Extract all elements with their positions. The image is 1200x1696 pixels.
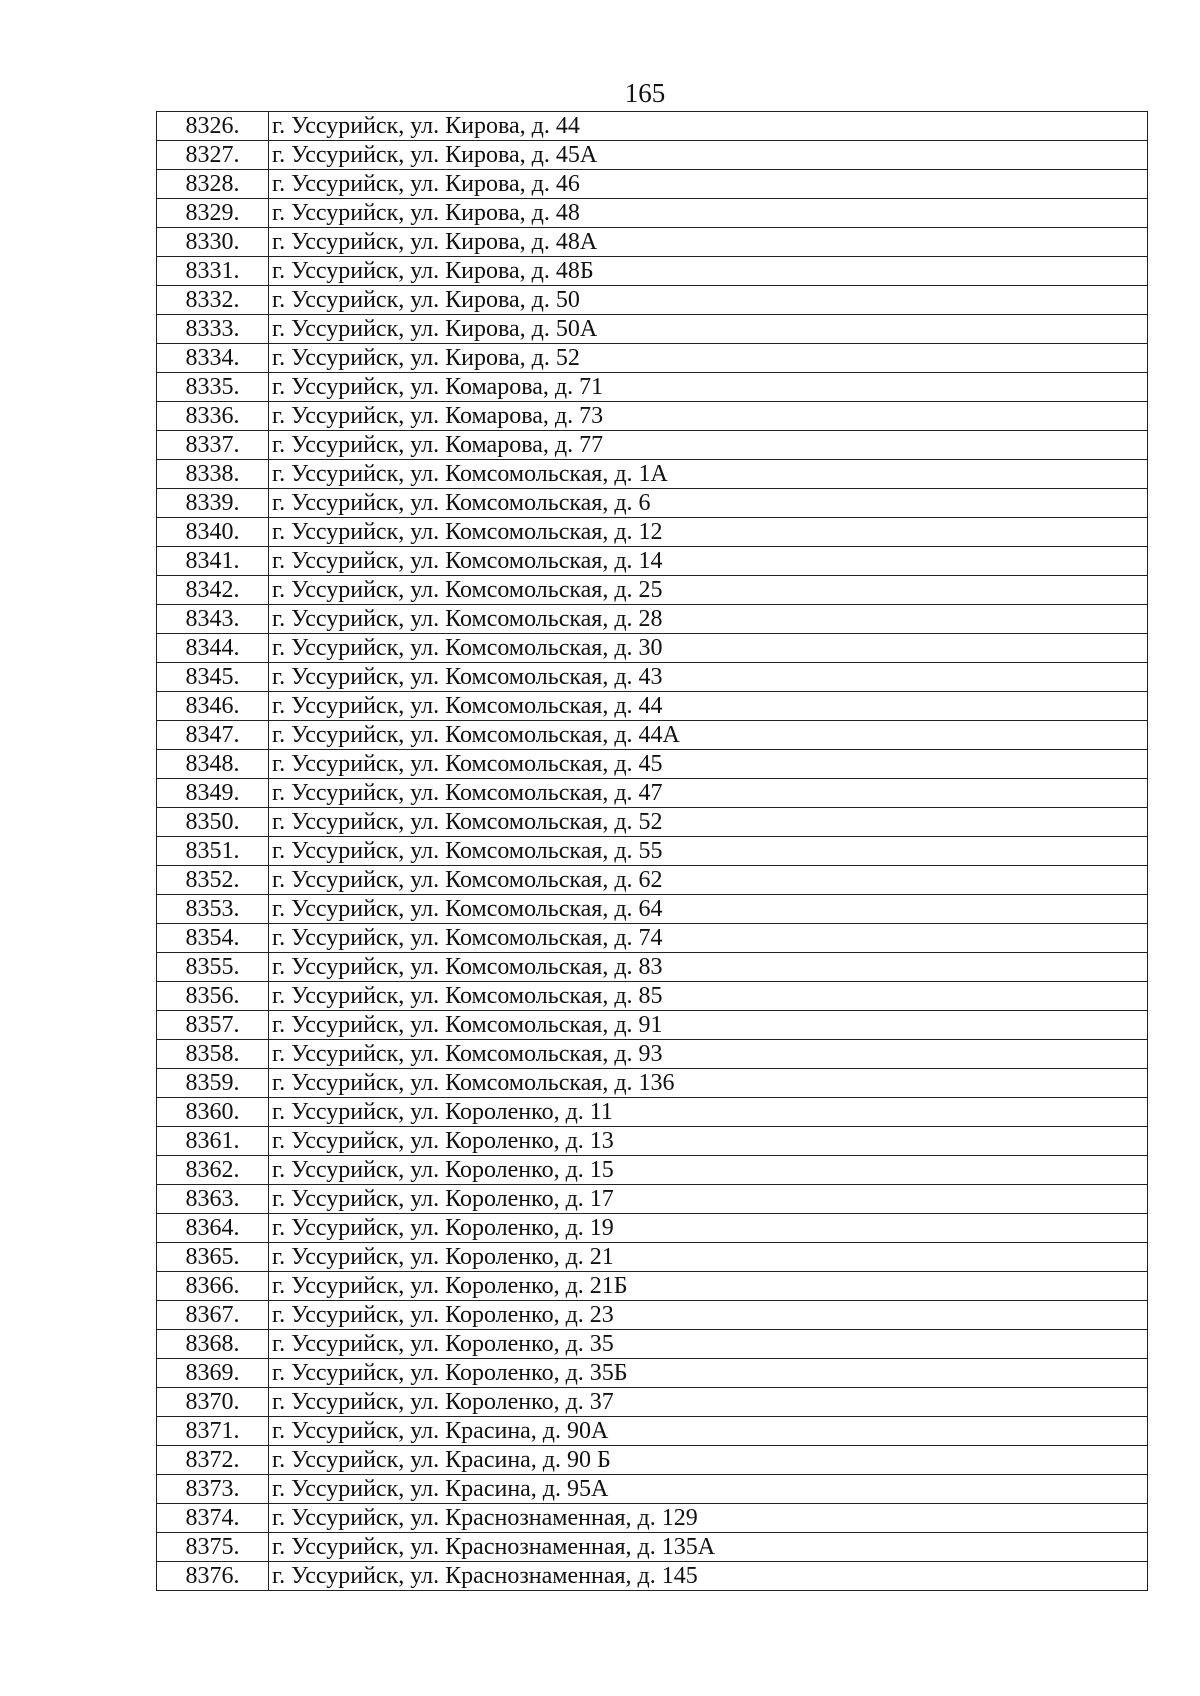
row-number: 8364. — [157, 1214, 269, 1243]
row-address: г. Уссурийск, ул. Комсомольская, д. 44А — [269, 721, 1148, 750]
table-row — [157, 1243, 1148, 1272]
row-number: 8332. — [157, 286, 269, 315]
table-row — [157, 373, 1148, 402]
row-number: 8354. — [157, 924, 269, 953]
table-row — [157, 1417, 1148, 1446]
table-row — [157, 692, 1148, 721]
row-number: 8335. — [157, 373, 269, 402]
table-row — [157, 895, 1148, 924]
table-row — [157, 199, 1148, 228]
table-row — [157, 170, 1148, 199]
table-row — [157, 721, 1148, 750]
table-row — [157, 518, 1148, 547]
row-number: 8331. — [157, 257, 269, 286]
row-number: 8376. — [157, 1562, 269, 1591]
row-address: г. Уссурийск, ул. Комсомольская, д. 64 — [269, 895, 1148, 924]
row-number: 8350. — [157, 808, 269, 837]
table-row — [157, 605, 1148, 634]
table-row — [157, 1446, 1148, 1475]
row-number: 8356. — [157, 982, 269, 1011]
table-row — [157, 1185, 1148, 1214]
row-address: г. Уссурийск, ул. Кирова, д. 52 — [269, 344, 1148, 373]
row-number: 8345. — [157, 663, 269, 692]
row-number: 8343. — [157, 605, 269, 634]
row-address: г. Уссурийск, ул. Комсомольская, д. 14 — [269, 547, 1148, 576]
table-row — [157, 1504, 1148, 1533]
row-address: г. Уссурийск, ул. Комарова, д. 73 — [269, 402, 1148, 431]
row-address: г. Уссурийск, ул. Комсомольская, д. 6 — [269, 489, 1148, 518]
table-row — [157, 489, 1148, 518]
row-address: г. Уссурийск, ул. Короленко, д. 23 — [269, 1301, 1148, 1330]
table-row — [157, 1475, 1148, 1504]
row-address: г. Уссурийск, ул. Комсомольская, д. 44 — [269, 692, 1148, 721]
table-row — [157, 344, 1148, 373]
table-row — [157, 1098, 1148, 1127]
row-number: 8341. — [157, 547, 269, 576]
row-number: 8348. — [157, 750, 269, 779]
row-number: 8326. — [157, 112, 269, 141]
row-address: г. Уссурийск, ул. Короленко, д. 13 — [269, 1127, 1148, 1156]
row-address: г. Уссурийск, ул. Комсомольская, д. 93 — [269, 1040, 1148, 1069]
table-row — [157, 982, 1148, 1011]
row-address: г. Уссурийск, ул. Короленко, д. 35Б — [269, 1359, 1148, 1388]
page-number: 165 — [624, 78, 666, 108]
row-number: 8353. — [157, 895, 269, 924]
row-number: 8347. — [157, 721, 269, 750]
table-row — [157, 228, 1148, 257]
address-table — [156, 111, 1148, 1591]
row-number: 8361. — [157, 1127, 269, 1156]
table-row — [157, 1272, 1148, 1301]
table-row — [157, 141, 1148, 170]
table-row — [157, 1214, 1148, 1243]
row-number: 8333. — [157, 315, 269, 344]
row-number: 8336. — [157, 402, 269, 431]
table-row — [157, 866, 1148, 895]
row-number: 8339. — [157, 489, 269, 518]
row-address: г. Уссурийск, ул. Короленко, д. 19 — [269, 1214, 1148, 1243]
row-address: г. Уссурийск, ул. Комсомольская, д. 47 — [269, 779, 1148, 808]
row-number: 8342. — [157, 576, 269, 605]
table-row — [157, 808, 1148, 837]
row-address: г. Уссурийск, ул. Красина, д. 90 Б — [269, 1446, 1148, 1475]
row-number: 8344. — [157, 634, 269, 663]
row-address: г. Уссурийск, ул. Кирова, д. 48Б — [269, 257, 1148, 286]
row-address: г. Уссурийск, ул. Комарова, д. 77 — [269, 431, 1148, 460]
table-row — [157, 576, 1148, 605]
address-table-body — [157, 112, 1148, 1591]
table-row — [157, 431, 1148, 460]
row-number: 8362. — [157, 1156, 269, 1185]
row-number: 8374. — [157, 1504, 269, 1533]
table-row — [157, 1388, 1148, 1417]
table-row — [157, 547, 1148, 576]
row-address: г. Уссурийск, ул. Короленко, д. 21Б — [269, 1272, 1148, 1301]
row-number: 8358. — [157, 1040, 269, 1069]
row-number: 8371. — [157, 1417, 269, 1446]
row-address: г. Уссурийск, ул. Кирова, д. 48 — [269, 199, 1148, 228]
table-row — [157, 1562, 1148, 1591]
row-number: 8355. — [157, 953, 269, 982]
row-address: г. Уссурийск, ул. Комсомольская, д. 30 — [269, 634, 1148, 663]
row-address: г. Уссурийск, ул. Комсомольская, д. 55 — [269, 837, 1148, 866]
table-row — [157, 315, 1148, 344]
row-address: г. Уссурийск, ул. Короленко, д. 15 — [269, 1156, 1148, 1185]
row-address: г. Уссурийск, ул. Кирова, д. 50 — [269, 286, 1148, 315]
table-row — [157, 1533, 1148, 1562]
row-address: г. Уссурийск, ул. Короленко, д. 37 — [269, 1388, 1148, 1417]
row-address: г. Уссурийск, ул. Кирова, д. 45А — [269, 141, 1148, 170]
table-row — [157, 924, 1148, 953]
row-address: г. Уссурийск, ул. Красина, д. 90А — [269, 1417, 1148, 1446]
table-row — [157, 1011, 1148, 1040]
row-number: 8334. — [157, 344, 269, 373]
row-address: г. Уссурийск, ул. Комсомольская, д. 83 — [269, 953, 1148, 982]
row-number: 8346. — [157, 692, 269, 721]
table-row — [157, 1069, 1148, 1098]
row-address: г. Уссурийск, ул. Комарова, д. 71 — [269, 373, 1148, 402]
row-address: г. Уссурийск, ул. Кирова, д. 50А — [269, 315, 1148, 344]
row-number: 8340. — [157, 518, 269, 547]
row-address: г. Уссурийск, ул. Комсомольская, д. 136 — [269, 1069, 1148, 1098]
row-number: 8359. — [157, 1069, 269, 1098]
table-row — [157, 1330, 1148, 1359]
table-row — [157, 1156, 1148, 1185]
table-row — [157, 779, 1148, 808]
row-number: 8363. — [157, 1185, 269, 1214]
row-number: 8368. — [157, 1330, 269, 1359]
table-row — [157, 286, 1148, 315]
row-number: 8366. — [157, 1272, 269, 1301]
table-row — [157, 663, 1148, 692]
row-number: 8357. — [157, 1011, 269, 1040]
row-address: г. Уссурийск, ул. Краснознаменная, д. 145 — [269, 1562, 1148, 1591]
row-address: г. Уссурийск, ул. Комсомольская, д. 74 — [269, 924, 1148, 953]
table-row — [157, 257, 1148, 286]
row-number: 8327. — [157, 141, 269, 170]
table-row — [157, 112, 1148, 141]
row-address: г. Уссурийск, ул. Комсомольская, д. 91 — [269, 1011, 1148, 1040]
row-number: 8328. — [157, 170, 269, 199]
row-address: г. Уссурийск, ул. Комсомольская, д. 28 — [269, 605, 1148, 634]
table-row — [157, 1301, 1148, 1330]
row-address: г. Уссурийск, ул. Комсомольская, д. 45 — [269, 750, 1148, 779]
row-address: г. Уссурийск, ул. Короленко, д. 17 — [269, 1185, 1148, 1214]
row-address: г. Уссурийск, ул. Короленко, д. 35 — [269, 1330, 1148, 1359]
row-address: г. Уссурийск, ул. Комсомольская, д. 62 — [269, 866, 1148, 895]
row-address: г. Уссурийск, ул. Комсомольская, д. 12 — [269, 518, 1148, 547]
row-number: 8369. — [157, 1359, 269, 1388]
row-number: 8365. — [157, 1243, 269, 1272]
row-number: 8372. — [157, 1446, 269, 1475]
row-number: 8337. — [157, 431, 269, 460]
row-number: 8329. — [157, 199, 269, 228]
row-address: г. Уссурийск, ул. Красина, д. 95А — [269, 1475, 1148, 1504]
table-row — [157, 750, 1148, 779]
row-number: 8367. — [157, 1301, 269, 1330]
row-address: г. Уссурийск, ул. Комсомольская, д. 25 — [269, 576, 1148, 605]
row-address: г. Уссурийск, ул. Краснознаменная, д. 135А — [269, 1533, 1148, 1562]
row-address: г. Уссурийск, ул. Кирова, д. 48А — [269, 228, 1148, 257]
table-row — [157, 1127, 1148, 1156]
row-address: г. Уссурийск, ул. Кирова, д. 46 — [269, 170, 1148, 199]
row-address: г. Уссурийск, ул. Короленко, д. 21 — [269, 1243, 1148, 1272]
row-number: 8338. — [157, 460, 269, 489]
row-number: 8370. — [157, 1388, 269, 1417]
row-number: 8352. — [157, 866, 269, 895]
row-address: г. Уссурийск, ул. Кирова, д. 44 — [269, 112, 1148, 141]
row-address: г. Уссурийск, ул. Комсомольская, д. 1А — [269, 460, 1148, 489]
table-row — [157, 1040, 1148, 1069]
table-row — [157, 1359, 1148, 1388]
row-number: 8375. — [157, 1533, 269, 1562]
table-row — [157, 634, 1148, 663]
row-number: 8330. — [157, 228, 269, 257]
row-address: г. Уссурийск, ул. Комсомольская, д. 52 — [269, 808, 1148, 837]
table-row — [157, 953, 1148, 982]
table-row — [157, 460, 1148, 489]
table-row — [157, 402, 1148, 431]
row-address: г. Уссурийск, ул. Краснознаменная, д. 129 — [269, 1504, 1148, 1533]
row-number: 8351. — [157, 837, 269, 866]
row-address: г. Уссурийск, ул. Комсомольская, д. 85 — [269, 982, 1148, 1011]
row-number: 8349. — [157, 779, 269, 808]
row-number: 8360. — [157, 1098, 269, 1127]
table-row — [157, 837, 1148, 866]
row-number: 8373. — [157, 1475, 269, 1504]
row-address: г. Уссурийск, ул. Короленко, д. 11 — [269, 1098, 1148, 1127]
row-address: г. Уссурийск, ул. Комсомольская, д. 43 — [269, 663, 1148, 692]
